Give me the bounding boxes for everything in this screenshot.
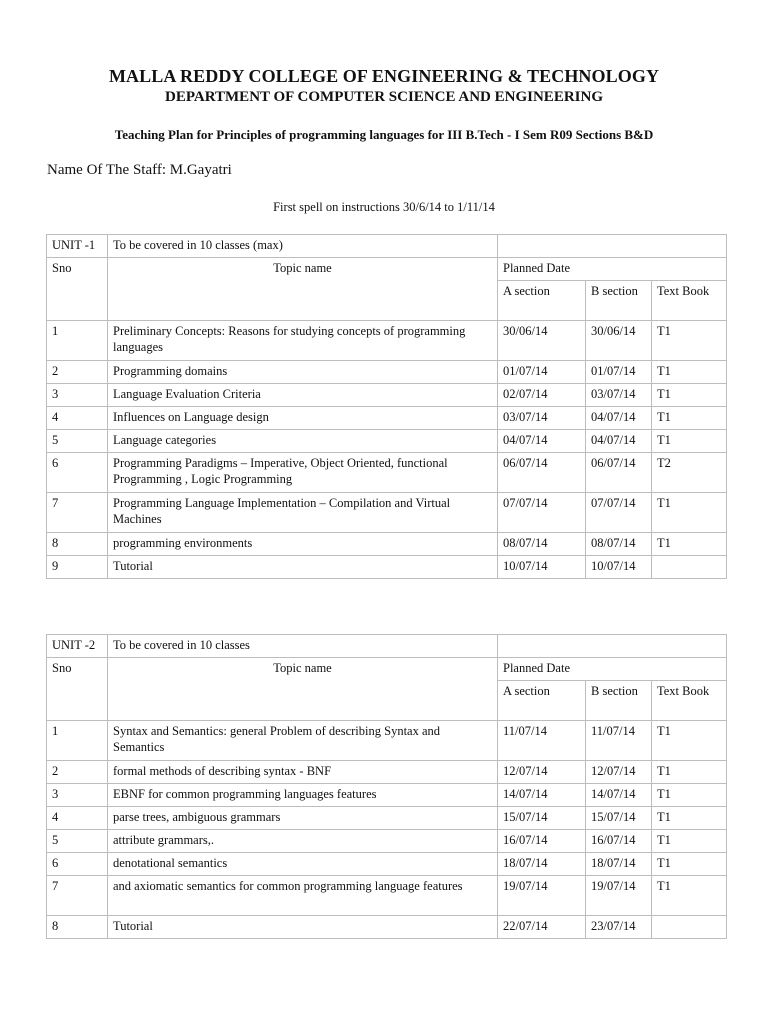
table-row xyxy=(47,361,727,384)
row-a-section-date: 07/07/14 xyxy=(498,493,586,533)
row-text-book: T1 xyxy=(652,361,727,384)
row-topic: Syntax and Semantics: general Problem of describing Syntax and Semantics xyxy=(108,721,498,761)
row-text-book: T1 xyxy=(652,784,727,807)
row-b-section-date: 19/07/14 xyxy=(586,876,652,916)
row-topic: Programming domains xyxy=(108,361,498,384)
row-sno: 4 xyxy=(47,407,108,430)
row-sno: 6 xyxy=(47,853,108,876)
row-sno: 2 xyxy=(47,761,108,784)
row-text-book: T2 xyxy=(652,453,727,493)
unit-cover-text: To be covered in 10 classes (max) xyxy=(108,235,498,258)
row-topic: Influences on Language design xyxy=(108,407,498,430)
planned-date-header: Planned Date xyxy=(498,658,727,681)
row-text-book: T1 xyxy=(652,321,727,361)
row-b-section-date: 30/06/14 xyxy=(586,321,652,361)
row-sno: 1 xyxy=(47,721,108,761)
unit-cover-text: To be covered in 10 classes xyxy=(108,635,498,658)
row-b-section-date: 10/07/14 xyxy=(586,556,652,579)
row-a-section-date: 15/07/14 xyxy=(498,807,586,830)
row-sno: 8 xyxy=(47,916,108,939)
column-header-row xyxy=(47,258,727,281)
teaching-plan-title: Teaching Plan for Principles of programming languages for III B.Tech - I Sem R09 Sections B&D xyxy=(114,127,654,142)
row-a-section-date: 14/07/14 xyxy=(498,784,586,807)
row-b-section-date: 06/07/14 xyxy=(586,453,652,493)
unit-header-blank xyxy=(498,235,727,258)
row-topic: attribute grammars,. xyxy=(108,830,498,853)
row-text-book: T1 xyxy=(652,830,727,853)
row-a-section-date: 06/07/14 xyxy=(498,453,586,493)
row-text-book xyxy=(652,916,727,939)
row-a-section-date: 16/07/14 xyxy=(498,830,586,853)
table-row xyxy=(47,853,727,876)
row-b-section-date: 18/07/14 xyxy=(586,853,652,876)
row-text-book: T1 xyxy=(652,876,727,916)
row-a-section-date: 18/07/14 xyxy=(498,853,586,876)
unit-header-blank xyxy=(498,635,727,658)
row-sno: 6 xyxy=(47,453,108,493)
row-b-section-date: 16/07/14 xyxy=(586,830,652,853)
row-a-section-date: 03/07/14 xyxy=(498,407,586,430)
college-name: MALLA REDDY COLLEGE OF ENGINEERING & TECHNOLOGY xyxy=(108,66,660,86)
row-b-section-date: 01/07/14 xyxy=(586,361,652,384)
department-name: DEPARTMENT OF COMPUTER SCIENCE AND ENGINEERING xyxy=(165,89,603,105)
row-a-section-date: 19/07/14 xyxy=(498,876,586,916)
unit-label: UNIT -1 xyxy=(47,235,108,258)
row-topic: formal methods of describing syntax - BNF xyxy=(108,761,498,784)
row-a-section-date: 01/07/14 xyxy=(498,361,586,384)
table-row xyxy=(47,761,727,784)
table-row xyxy=(47,493,727,533)
row-topic: Tutorial xyxy=(108,556,498,579)
row-topic: Programming Language Implementation – Compilation and Virtual Machines xyxy=(108,493,498,533)
row-sno: 2 xyxy=(47,361,108,384)
a-section-header: A section xyxy=(498,681,586,721)
staff-name: Name Of The Staff: M.Gayatri xyxy=(47,162,232,178)
row-text-book: T1 xyxy=(652,807,727,830)
column-header-row xyxy=(47,658,727,681)
table-row xyxy=(47,830,727,853)
row-topic: programming environments xyxy=(108,533,498,556)
row-text-book xyxy=(652,556,727,579)
row-sno: 3 xyxy=(47,384,108,407)
table-row xyxy=(47,721,727,761)
planned-date-header: Planned Date xyxy=(498,258,727,281)
table-row xyxy=(47,430,727,453)
row-a-section-date: 02/07/14 xyxy=(498,384,586,407)
row-text-book: T1 xyxy=(652,493,727,533)
unit-header-row xyxy=(47,235,727,258)
row-topic: Language categories xyxy=(108,430,498,453)
row-topic: Programming Paradigms – Imperative, Object Oriented, functional Programming , Logic Programming xyxy=(108,453,498,493)
row-b-section-date: 03/07/14 xyxy=(586,384,652,407)
row-topic: denotational semantics xyxy=(108,853,498,876)
table-row xyxy=(47,533,727,556)
row-a-section-date: 12/07/14 xyxy=(498,761,586,784)
table-row xyxy=(47,407,727,430)
row-a-section-date: 10/07/14 xyxy=(498,556,586,579)
row-b-section-date: 23/07/14 xyxy=(586,916,652,939)
topic-header: Topic name xyxy=(108,258,498,321)
table-row xyxy=(47,453,727,493)
row-b-section-date: 14/07/14 xyxy=(586,784,652,807)
row-b-section-date: 12/07/14 xyxy=(586,761,652,784)
table-row xyxy=(47,556,727,579)
row-a-section-date: 08/07/14 xyxy=(498,533,586,556)
table-row xyxy=(47,321,727,361)
text-book-header: Text Book xyxy=(652,681,727,721)
row-text-book: T1 xyxy=(652,430,727,453)
unit-1-table xyxy=(46,234,727,579)
row-a-section-date: 04/07/14 xyxy=(498,430,586,453)
row-b-section-date: 11/07/14 xyxy=(586,721,652,761)
row-sno: 5 xyxy=(47,430,108,453)
table-row xyxy=(47,784,727,807)
table-row xyxy=(47,876,727,916)
row-topic: EBNF for common programming languages features xyxy=(108,784,498,807)
a-section-header: A section xyxy=(498,281,586,321)
row-topic: Language Evaluation Criteria xyxy=(108,384,498,407)
row-topic: and axiomatic semantics for common programming language features xyxy=(108,876,498,916)
row-text-book: T1 xyxy=(652,853,727,876)
row-topic: Tutorial xyxy=(108,916,498,939)
topic-header: Topic name xyxy=(108,658,498,721)
row-a-section-date: 22/07/14 xyxy=(498,916,586,939)
row-sno: 5 xyxy=(47,830,108,853)
text-book-header: Text Book xyxy=(652,281,727,321)
row-b-section-date: 04/07/14 xyxy=(586,407,652,430)
row-text-book: T1 xyxy=(652,721,727,761)
row-b-section-date: 04/07/14 xyxy=(586,430,652,453)
unit-label: UNIT -2 xyxy=(47,635,108,658)
row-text-book: T1 xyxy=(652,407,727,430)
row-sno: 4 xyxy=(47,807,108,830)
row-sno: 7 xyxy=(47,876,108,916)
row-sno: 8 xyxy=(47,533,108,556)
row-sno: 1 xyxy=(47,321,108,361)
row-topic: parse trees, ambiguous grammars xyxy=(108,807,498,830)
b-section-header: B section xyxy=(586,281,652,321)
table-row xyxy=(47,384,727,407)
row-b-section-date: 07/07/14 xyxy=(586,493,652,533)
table-row xyxy=(47,916,727,939)
row-a-section-date: 11/07/14 xyxy=(498,721,586,761)
table-row xyxy=(47,807,727,830)
row-topic: Preliminary Concepts: Reasons for studying concepts of programming languages xyxy=(108,321,498,361)
row-sno: 3 xyxy=(47,784,108,807)
unit-header-row xyxy=(47,635,727,658)
row-sno: 9 xyxy=(47,556,108,579)
sno-header: Sno xyxy=(47,258,108,321)
row-b-section-date: 15/07/14 xyxy=(586,807,652,830)
row-text-book: T1 xyxy=(652,384,727,407)
row-sno: 7 xyxy=(47,493,108,533)
row-a-section-date: 30/06/14 xyxy=(498,321,586,361)
row-b-section-date: 08/07/14 xyxy=(586,533,652,556)
sno-header: Sno xyxy=(47,658,108,721)
spell-info: First spell on instructions 30/6/14 to 1/11/14 xyxy=(273,200,495,214)
unit-2-table xyxy=(46,634,727,939)
row-text-book: T1 xyxy=(652,761,727,784)
row-text-book: T1 xyxy=(652,533,727,556)
b-section-header: B section xyxy=(586,681,652,721)
